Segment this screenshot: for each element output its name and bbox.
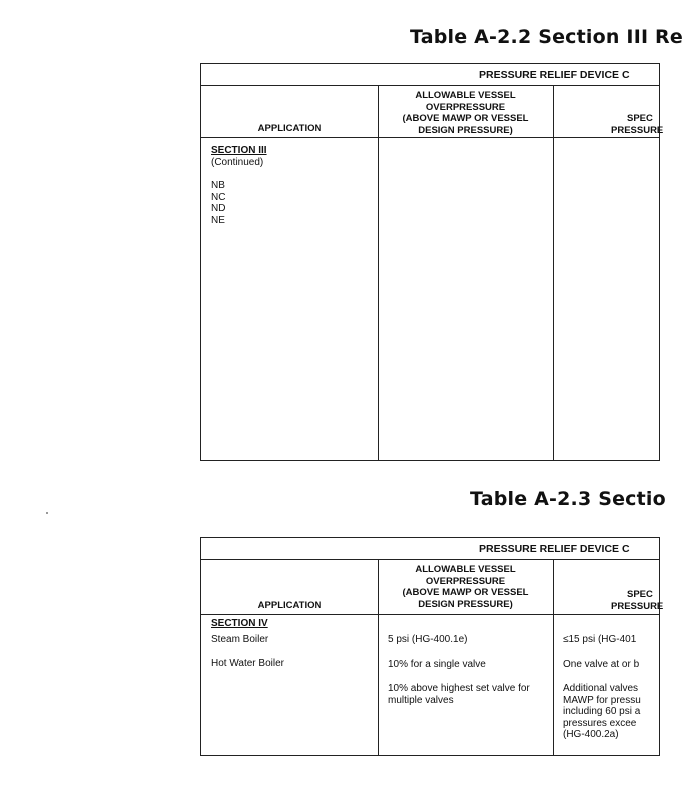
section-heading: SECTION III (211, 145, 267, 156)
col-overpressure-line: (ABOVE MAWP OR VESSEL (402, 587, 529, 598)
additional-valves-spec: including 60 psi a (563, 706, 641, 717)
additional-valves-spec: (HG-400.2a) (563, 729, 619, 740)
row-hot-water-spec: One valve at or b (563, 658, 640, 670)
list-item: ND (211, 203, 226, 214)
header-divider (201, 614, 659, 615)
col-spec (553, 589, 663, 612)
col-overpressure-line: OVERPRESSURE (425, 575, 506, 587)
application-cell (211, 145, 267, 226)
overpressure-cell (388, 634, 548, 706)
spec-cell (563, 634, 673, 741)
additional-valves-spec: Additional valves (563, 683, 639, 694)
col-spec-line: PRESSURE (611, 124, 664, 136)
col-application: APPLICATION (257, 600, 322, 611)
row-hot-water-over: 10% for a single valve (388, 658, 486, 670)
additional-valves-spec: MAWP for pressu (563, 694, 641, 706)
col-spec-line: PRESSURE (611, 600, 664, 612)
list-item: NB (211, 180, 225, 191)
row-steam-boiler-over: 5 psi (HG-400.1e) (388, 634, 468, 645)
col-spec-line: SPEC (627, 589, 653, 600)
group-header-text: PRESSURE RELIEF DEVICE C (479, 543, 630, 555)
col-overpressure-line: OVERPRESSURE (425, 101, 506, 113)
col-spec (553, 113, 663, 136)
col-divider-1 (378, 86, 379, 460)
group-header (201, 64, 659, 86)
col-overpressure-line: ALLOWABLE VESSEL (415, 564, 516, 575)
multi-valve-over: multiple valves (388, 694, 454, 706)
col-overpressure (378, 564, 553, 610)
list-item: NC (211, 191, 226, 203)
additional-valves-spec: pressures excee (563, 717, 637, 729)
list-item: NE (211, 214, 225, 226)
header-divider (201, 137, 659, 138)
col-divider-2 (553, 86, 554, 460)
table-a23 (200, 537, 664, 756)
col-overpressure-line: ALLOWABLE VESSEL (415, 90, 516, 101)
col-overpressure-line: DESIGN PRESSURE) (418, 598, 513, 610)
application-cell (211, 618, 284, 670)
section-heading: SECTION IV (211, 618, 268, 629)
table-a23-title: Table A-2.3 Sectio (470, 488, 666, 510)
row-steam-boiler-spec: ≤15 psi (HG-401 (563, 634, 637, 645)
col-application: APPLICATION (257, 123, 322, 134)
multi-valve-over: 10% above highest set valve for (388, 683, 530, 694)
row-hot-water-app: Hot Water Boiler (211, 658, 284, 669)
row-steam-boiler-app: Steam Boiler (211, 633, 269, 645)
group-header (201, 538, 659, 560)
table-a22-title: Table A-2.2 Section III Re (410, 26, 683, 48)
scan-speck (46, 512, 48, 514)
col-overpressure-line: DESIGN PRESSURE) (418, 124, 513, 136)
col-overpressure (378, 90, 553, 136)
continued-label: (Continued) (211, 156, 264, 168)
col-overpressure-line: (ABOVE MAWP OR VESSEL (402, 113, 529, 124)
group-header-text: PRESSURE RELIEF DEVICE C (479, 69, 630, 81)
table-a22 (200, 63, 664, 461)
col-spec-line: SPEC (627, 113, 653, 124)
